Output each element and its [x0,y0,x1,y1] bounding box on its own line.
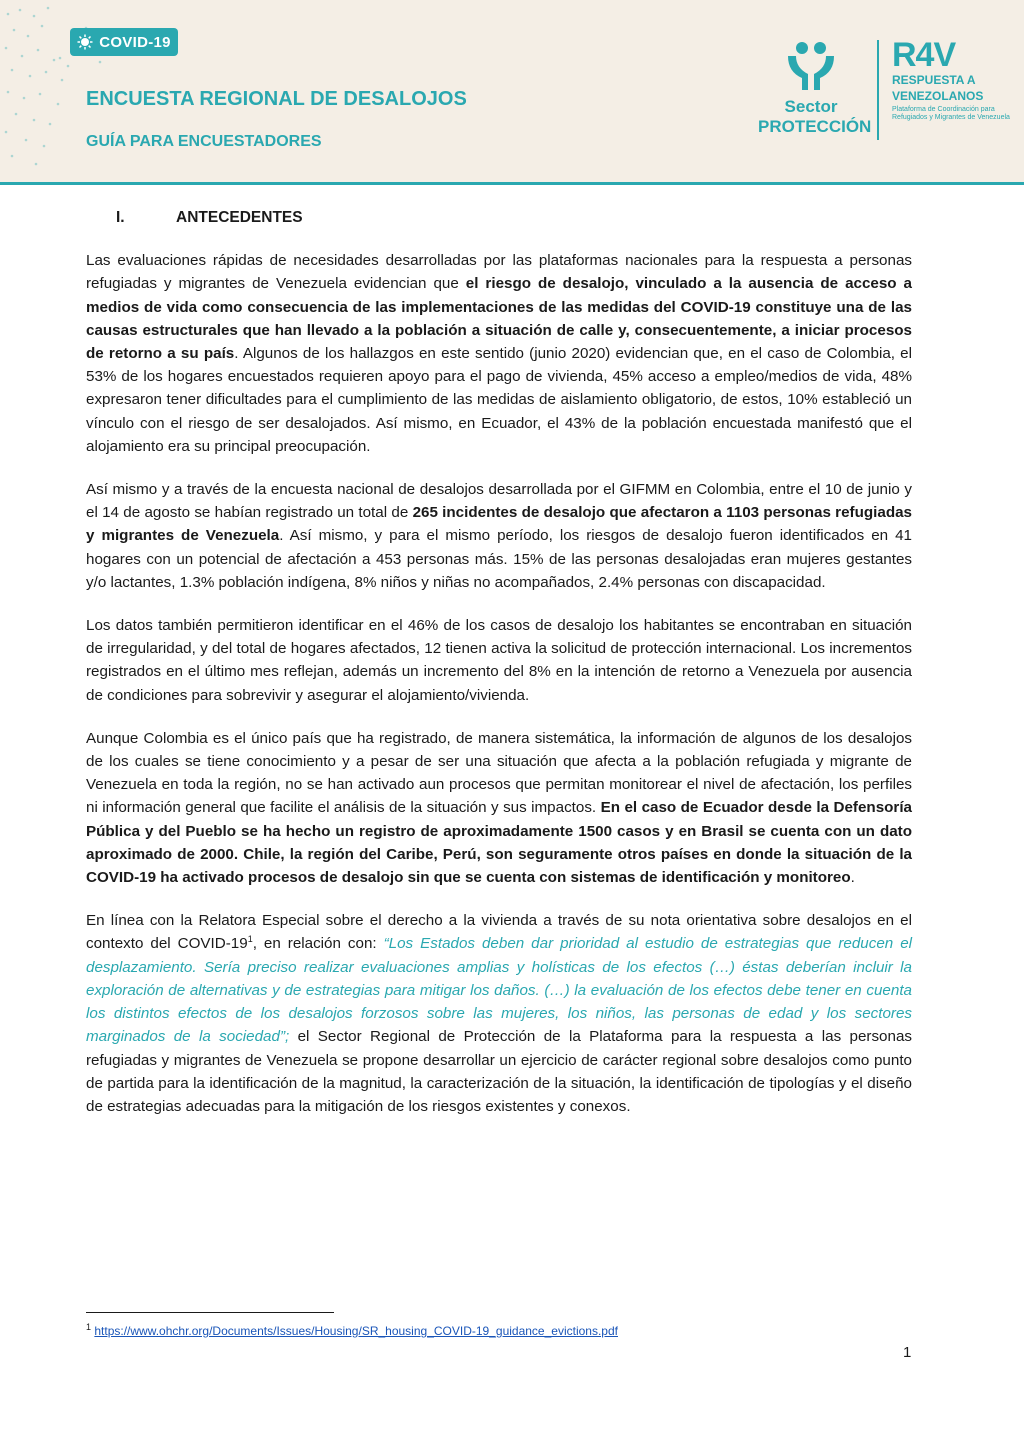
covid-badge [70,28,178,56]
sector-logo-line2: PROTECCIÓN [758,116,872,136]
sector-logo-line1: Sector [784,97,838,116]
footnote [86,1324,618,1338]
section-heading [86,206,912,229]
paragraph-1-bold: el riesgo de desalojo, vinculado a la ausencia de acceso a medios de vida como consecuencia de las implementaciones de las medidas del COVID-19 constituye una de las causas estructurales que han llevado a la población a situación de calle y, consecuentemente, a iniciar procesos de retorno a su país [86,275,912,363]
footnote-link[interactable]: https://www.ohchr.org/Documents/Issues/Housing/SR_housing_COVID-19_guidance_evictions.pdf [94,1324,618,1338]
footnote-number: 1 [86,1322,92,1332]
document-subtitle: GUÍA PARA ENCUESTADORES [86,133,322,150]
people-hands-icon [784,40,838,92]
paragraph-4-bold: En el caso de Ecuador desde la Defensoría Pública y del Pueblo se ha hecho un registro de aproximadamente 1500 casos y en Brasil se cuenta con un dato aproximado de 2000. Chile, la región del Caribe, Perú, son seguramente otros países en donde la situación de la COVID-19 ha activado procesos de desalojo sin que se cuenta con sistemas de identificación y monitoreo [86,799,912,887]
page-header [0,0,1024,182]
logo-divider [877,40,879,140]
paragraph-2 [86,478,912,594]
paragraph-1-text-c: . Algunos de los hallazgos en este sentido (junio 2020) evidencian que, en el caso de Colombia, el 53% de los hogares encuestados requieren apoyo para el pago de vivienda, 45% acceso a empleo/medios de vida, 48% expresaron tener dificultades para el cumplimiento de las medidas de aislamiento obligatorio, de estos, 10% estableció un vínculo con el riesgo de ser desalojados. Así mismo, en Ecuador, el 43% de la población encuestada manifestó que el alojamiento era su principal preocupación. [86,345,913,455]
paragraph-1-text-a: Las evaluaciones rápidas de necesidades desarrolladas por las plataformas nacionales para la respuesta a personas refugiadas y migrantes de Venezuela evidencian que [86,252,912,293]
paragraph-2-text-a: Así mismo y a través de la encuesta nacional de desalojos desarrollada por el GIFMM en Colombia, entre el 10 de junio y el 14 de agosto se habían registrado un total de [86,481,912,522]
section-number: I. [116,209,125,226]
r4v-mark: R4V [892,36,956,74]
paragraph-2-text-c: . Así mismo, y para el mismo período, los riesgos de desalojo fueron identificados en 41 hogares con un potencial de afectación a 453 personas más. 15% de las personas desalojadas eran mujeres gestantes y/o lactantes, 1.3% población indígena, 8% niños y niñas no acompañados, 2.4% personas con discapacidad. [86,527,912,591]
paragraph-5-text-c: el Sector Regional de Protección de la Plataforma para la respuesta a las personas refugiadas y migrantes de Venezuela se propone desarrollar un ejercicio de carácter regional sobre desalojos como punto de partida para la identificación de la magnitud, la caracterización de la situación, la identificación de tipologías y el diseño de estrategias adecuadas para la mitigación de los riesgos existentes y conexos. [86,1028,912,1115]
paragraph-5-text-a: En línea con la Relatora Especial sobre el derecho a la vivienda a través de su nota orientativa sobre desalojos en el contexto del COVID-19 [86,912,912,953]
paragraph-5 [86,909,912,1118]
r4v-line2: VENEZOLANOS [892,88,984,103]
r4v-logo [892,38,1012,122]
r4v-small-text: Plataforma de Coordinación para Refugiados y Migrantes de Venezuela [892,105,1010,121]
paragraph-3: Los datos también permitieron identificar en el 46% de los casos de desalojo los habitantes se encontraban en situación de irregularidad, y del total de hogares afectados, 12 tienen activa la solicitud de protección internacional. Los incrementos registrados en el último mes reflejan, además un incremento del 8% en la intención de retorno a Venezuela por ausencia de condiciones para sobrevivir y asegurar el alojamiento/vivienda. [86,617,912,704]
footnote-reference[interactable]: 1 [247,934,253,945]
paragraph-4-text-c: . [850,869,855,887]
paragraph-4-text-a: Aunque Colombia es el único país que ha registrado, de manera sistemática, la información de algunos de los desalojos de los cuales se tiene conocimiento y a pesar de ser una situación que afecta a la población refugiada y migrante de Venezuela en toda la región, no se han activado aun procesos que permitan monitorear el nivel de afectación, los perfiles ni información general que facilite el análisis de la situación y sus impactos. [86,729,912,817]
header-divider [0,182,1024,185]
r4v-line1: RESPUESTA A [892,73,976,87]
paragraph-4 [86,727,912,889]
paragraph-2-bold: 265 incidentes de desalojo que afectaron a 1103 personas refugiadas y migrantes de Venezuela [86,504,912,545]
document-title: ENCUESTA REGIONAL DE DESALOJOS [86,88,467,110]
section-title: ANTECEDENTES [176,209,303,226]
page-number: 1 [903,1344,912,1361]
sector-proteccion-logo [758,40,872,136]
document-body [86,206,912,1138]
virus-icon [77,34,93,50]
paragraph-1 [86,249,912,458]
paragraph-5-quote: “Los Estados deben dar prioridad al estudio de estrategias que reducen el desplazamiento. Sería preciso realizar evaluaciones amplias y holísticas de los efectos (…) éstas deberían incluir la exploración de alternativas y de estrategias para mitigar los daños. (…) la evaluación de los efectos debe tener en cuenta los distintos efectos de los desalojos forzosos sobre las mujeres, los niños, las personas de edad y los sectores marginados de la sociedad”; [86,935,913,1046]
covid-badge-label: COVID-19 [99,33,171,51]
footnote-divider [86,1312,334,1313]
paragraph-5-text-b: , en relación con: [252,935,384,953]
